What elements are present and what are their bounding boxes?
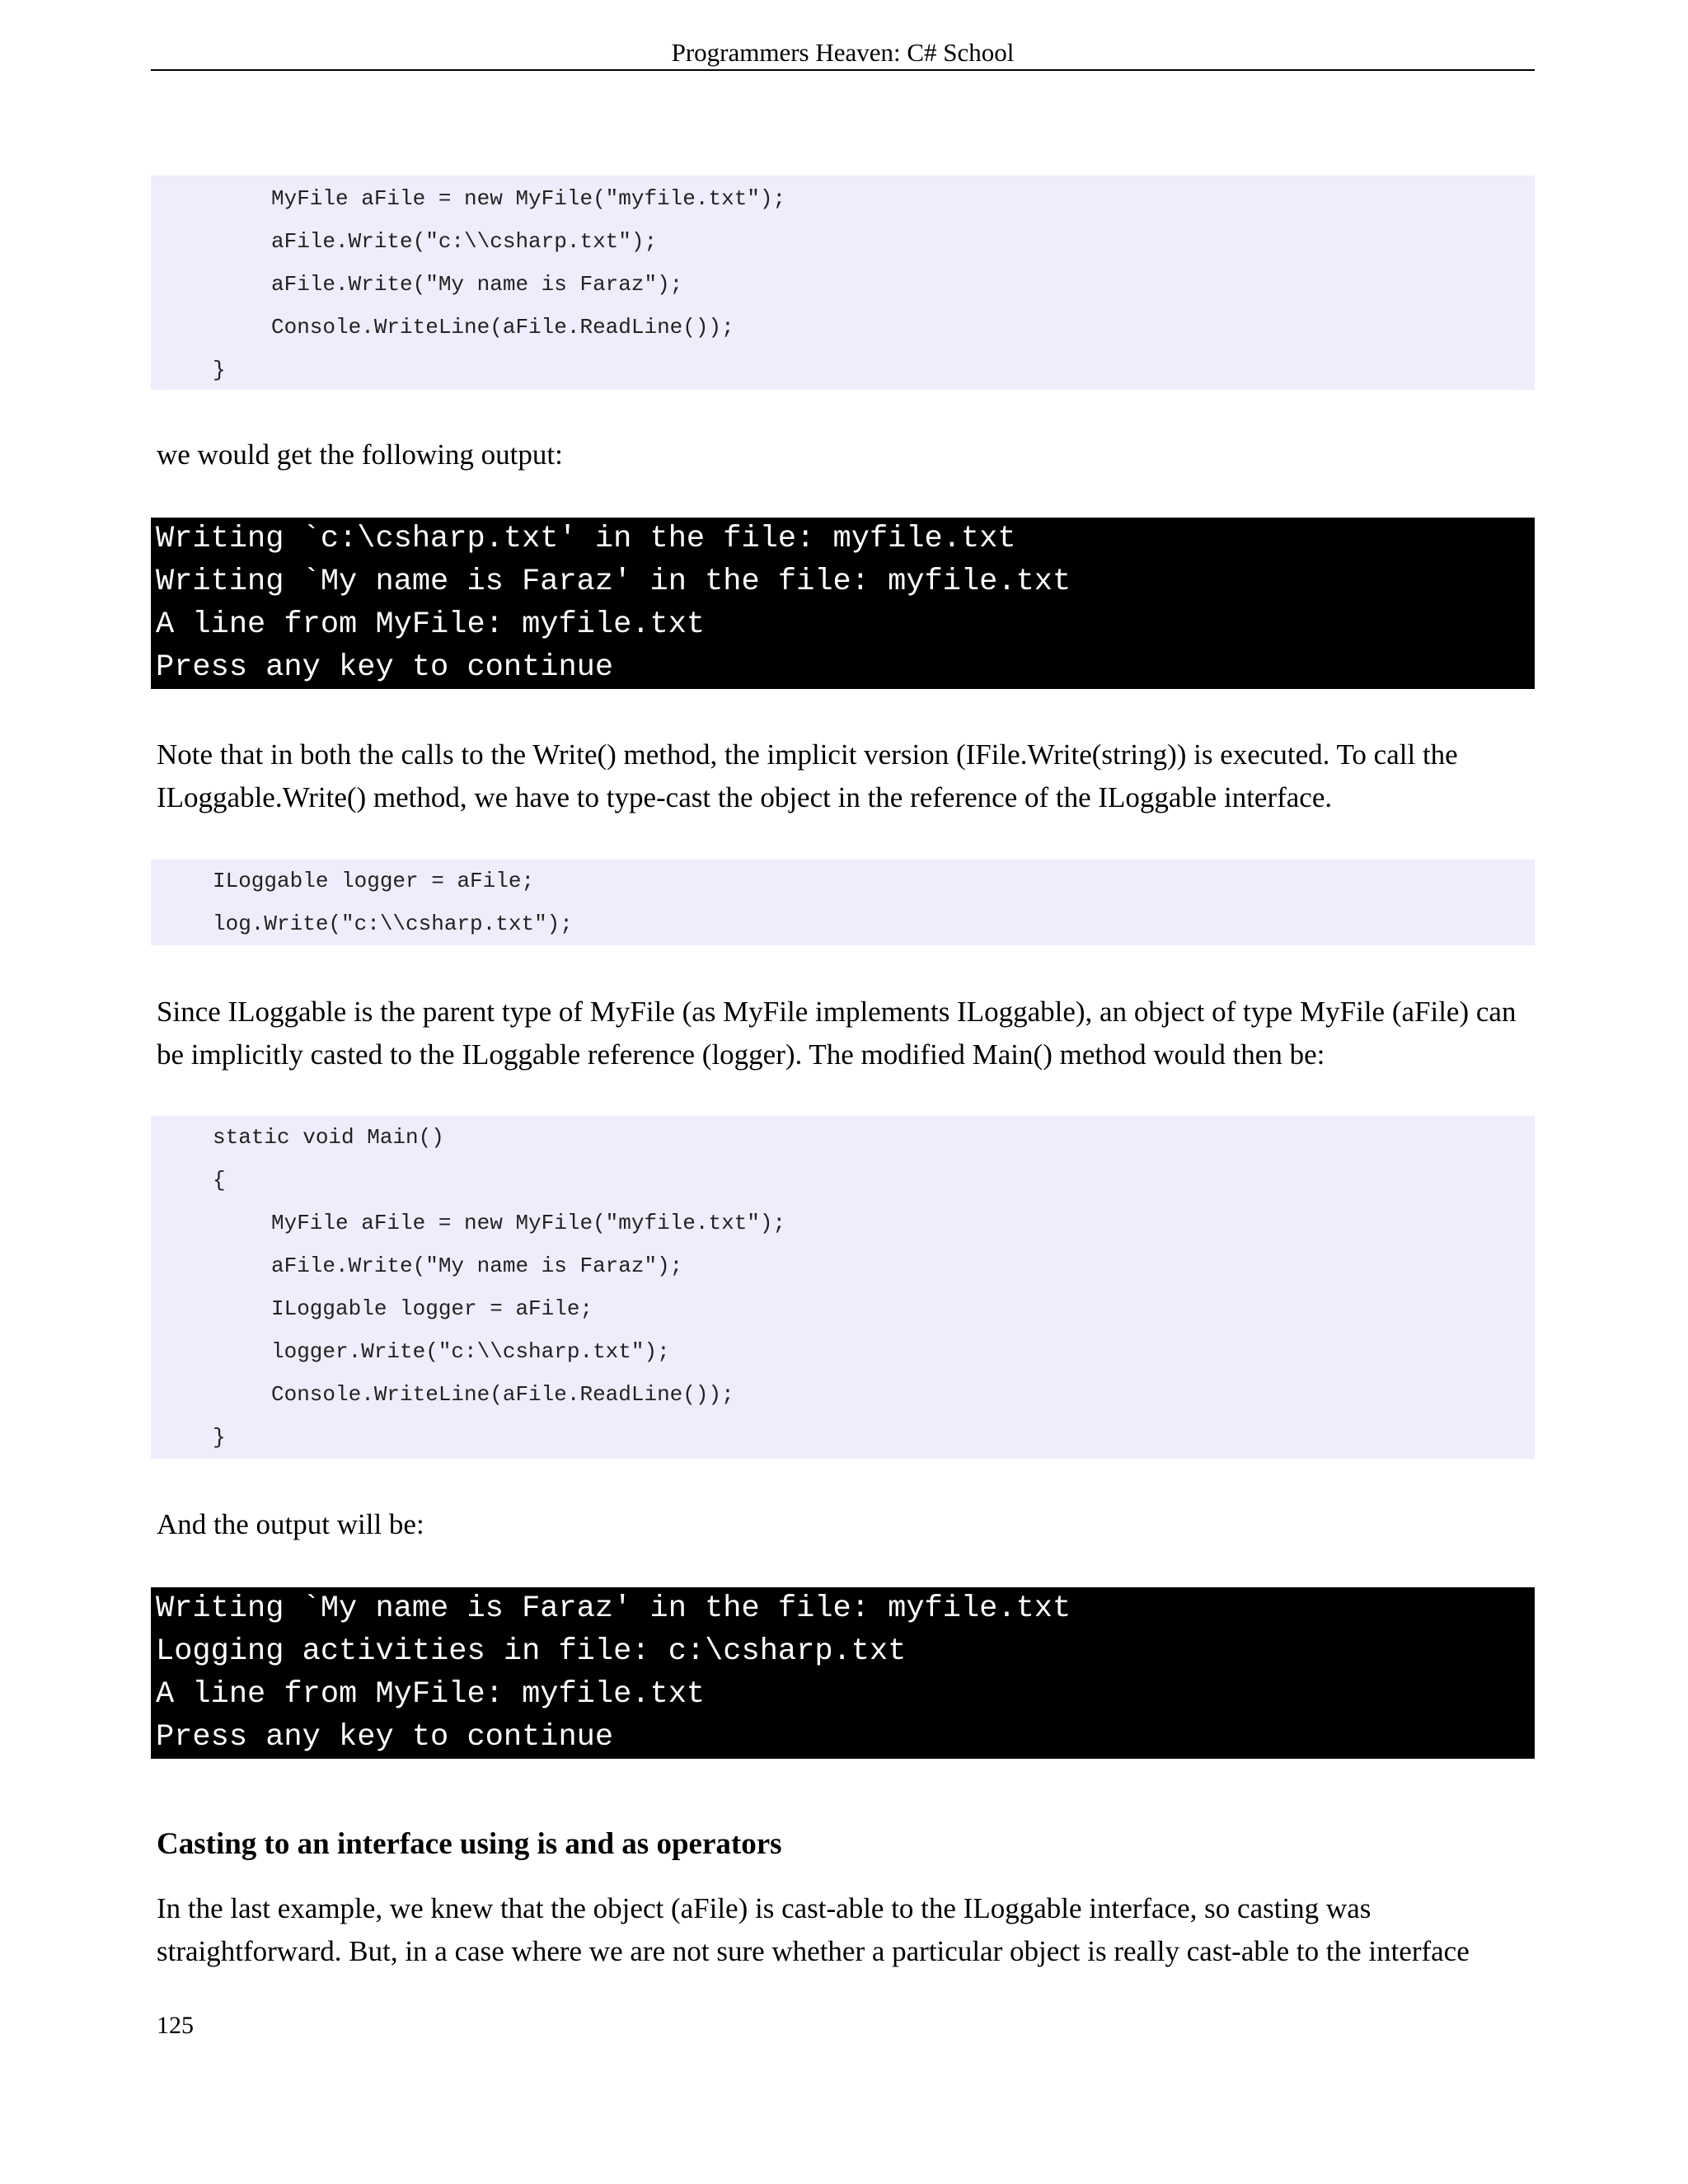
console-line: Press any key to continue bbox=[156, 1720, 614, 1755]
console-line: A line from MyFile: myfile.txt bbox=[156, 1677, 706, 1712]
paragraph-since: Since ILoggable is the parent type of MyFile (as MyFile implements ILoggable), an object of type MyFile (aFile) can be implicitly casted to the ILoggable reference (logger). The modified Main() method would then be: bbox=[157, 996, 1517, 1071]
console-line: Logging activities in file: c:\csharp.txt bbox=[156, 1634, 907, 1669]
paragraph-output-intro-1: we would get the following output: bbox=[157, 438, 563, 471]
code-line: MyFile aFile = new MyFile("myfile.txt"); bbox=[271, 1211, 786, 1235]
paragraph-note: Note that in both the calls to the Write() method, the implicit version (IFile.Write(string)) is executed. To call the ILoggable.Write() method, we have to type-cast the object in the reference of the ILoggable interface. bbox=[157, 738, 1458, 813]
code-line: aFile.Write("My name is Faraz"); bbox=[271, 272, 683, 297]
paragraph-output-intro-2: And the output will be: bbox=[157, 1508, 424, 1540]
console-line: A line from MyFile: myfile.txt bbox=[156, 607, 706, 642]
code-line: ILoggable logger = aFile; bbox=[213, 869, 535, 893]
code-line: aFile.Write("c:\\csharp.txt"); bbox=[271, 229, 658, 254]
code-line: ILoggable logger = aFile; bbox=[271, 1296, 593, 1321]
code-line: aFile.Write("My name is Faraz"); bbox=[271, 1254, 683, 1278]
console-line: Writing `My name is Faraz' in the file: myfile.txt bbox=[156, 565, 1071, 599]
console-output-1 bbox=[151, 518, 1535, 689]
console-output-2 bbox=[151, 1587, 1535, 1759]
paragraph-last: In the last example, we knew that the object (aFile) is cast-able to the ILoggable interface, so casting was straightforward. But, in a case where we are not sure whether a particular object is really cast-able to the interface bbox=[157, 1892, 1470, 1967]
code-line: Console.WriteLine(aFile.ReadLine()); bbox=[271, 315, 734, 340]
code-block-3 bbox=[151, 1116, 1535, 1459]
code-block-2 bbox=[151, 860, 1535, 945]
header-title: Programmers Heaven: C# School bbox=[671, 38, 1015, 67]
code-block-1 bbox=[151, 176, 1535, 390]
code-line: logger.Write("c:\\csharp.txt"); bbox=[271, 1339, 670, 1364]
code-line: { bbox=[213, 1168, 226, 1193]
console-line: Writing `c:\csharp.txt' in the file: myfile.txt bbox=[156, 522, 1016, 556]
header-rule bbox=[151, 69, 1535, 71]
console-line: Press any key to continue bbox=[156, 650, 614, 685]
console-line: Writing `My name is Faraz' in the file: myfile.txt bbox=[156, 1591, 1071, 1626]
code-line: } bbox=[213, 358, 226, 382]
code-line: static void Main() bbox=[213, 1125, 444, 1150]
section-heading: Casting to an interface using is and as operators bbox=[157, 1827, 782, 1861]
code-line: Console.WriteLine(aFile.ReadLine()); bbox=[271, 1382, 734, 1407]
code-line: } bbox=[213, 1425, 226, 1450]
code-line: MyFile aFile = new MyFile("myfile.txt"); bbox=[271, 186, 786, 211]
page-number: 125 bbox=[157, 2012, 194, 2039]
code-line: log.Write("c:\\csharp.txt"); bbox=[213, 912, 573, 936]
